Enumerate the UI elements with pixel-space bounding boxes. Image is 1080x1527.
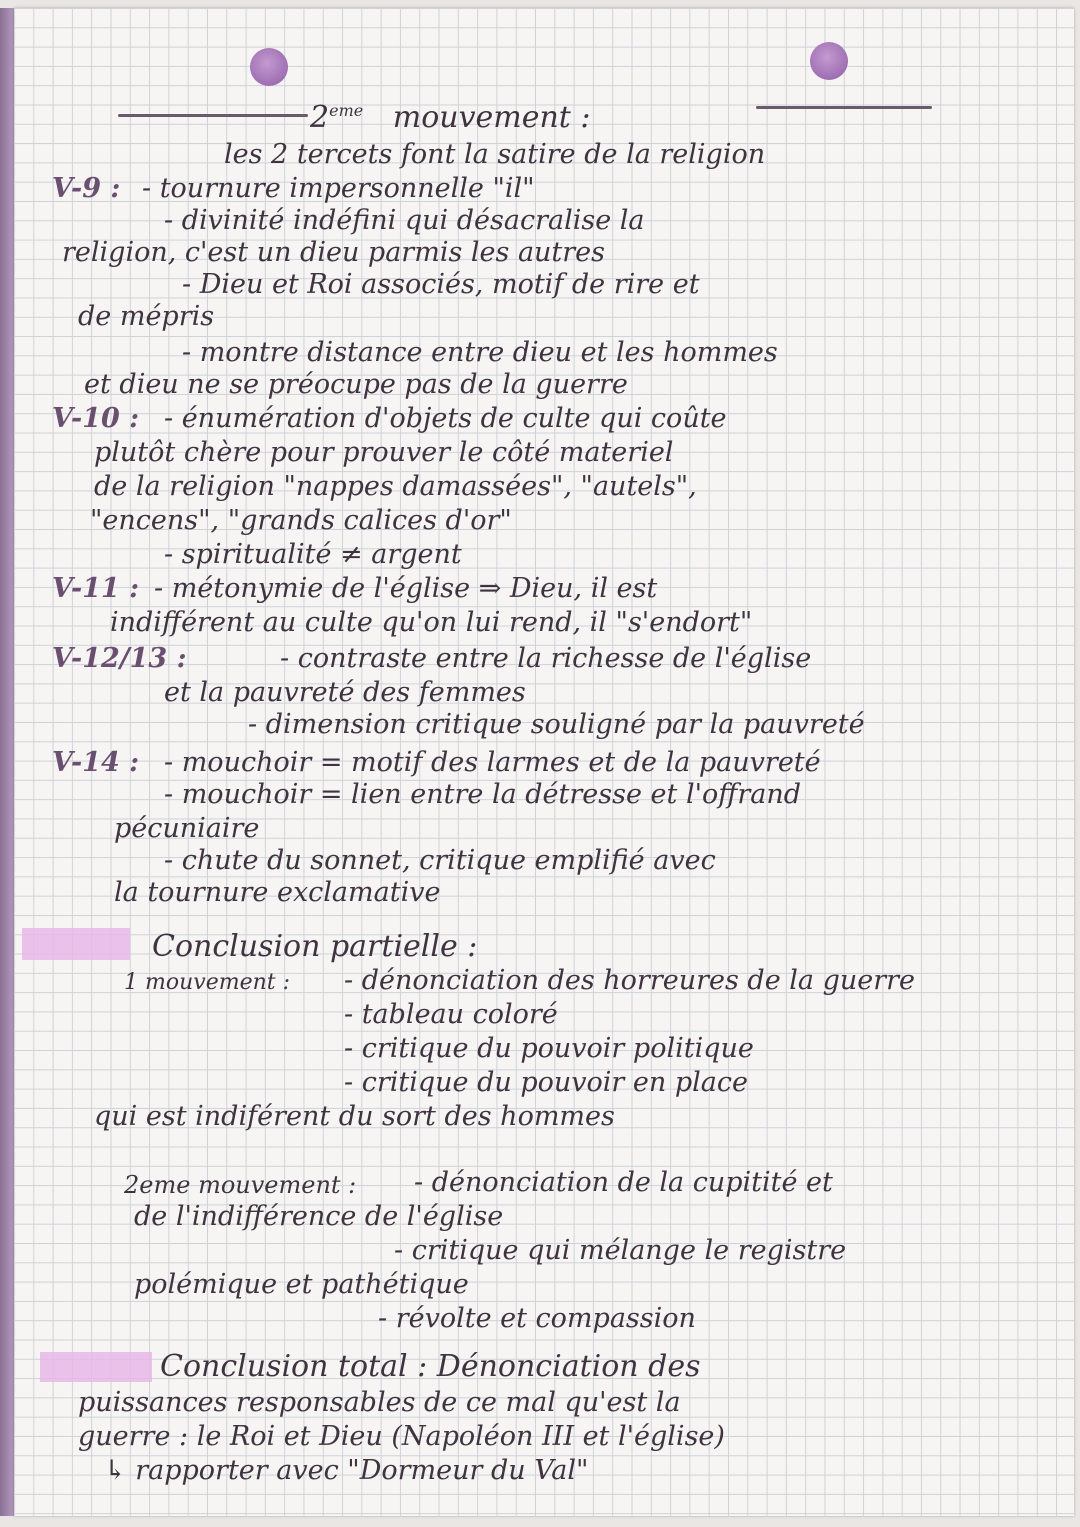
v14-point-2: - mouchoir = lien entre la détresse et l'offrand bbox=[164, 779, 802, 810]
conclusion-total-heading: Conclusion total : Dénonciation des bbox=[160, 1349, 701, 1384]
verse-14-label: V-14 : bbox=[52, 747, 140, 778]
v9-point-4: - montre distance entre dieu et les hommes bbox=[182, 337, 778, 368]
mouvement-1-label: 1 mouvement : bbox=[124, 970, 291, 995]
notebook-page bbox=[14, 8, 1074, 1516]
section-heading: 2eme mouvement : bbox=[310, 100, 591, 135]
v11-point-1-cont: indifférent au culte qu'on lui rend, il "s'endort" bbox=[110, 607, 753, 638]
verse-12-13-label: V-12/13 : bbox=[52, 643, 187, 674]
verse-10-label: V-10 : bbox=[52, 403, 140, 434]
highlight-conclusion-partielle bbox=[22, 928, 130, 960]
m1-point-3: - critique du pouvoir politique bbox=[344, 1033, 754, 1064]
m2-point-2-cont: polémique et pathétique bbox=[134, 1269, 469, 1300]
conclusion-total-line-3: guerre : le Roi et Dieu (Napoléon III et l'église) bbox=[78, 1421, 725, 1452]
v14-point-3-cont: la tournure exclamative bbox=[114, 877, 441, 908]
intro-line: les 2 tercets font la satire de la religion bbox=[224, 139, 766, 170]
m1-point-4: - critique du pouvoir en place bbox=[344, 1067, 748, 1098]
m2-point-1-cont: de l'indifférence de l'église bbox=[134, 1201, 504, 1232]
v9-point-1: - tournure impersonnelle "il" bbox=[142, 173, 535, 204]
verse-11-label: V-11 : bbox=[52, 573, 140, 604]
v10-point-1-cont-c: "encens", "grands calices d'or" bbox=[90, 505, 512, 536]
m1-point-2: - tableau coloré bbox=[344, 999, 558, 1030]
v12-point-1: - contraste entre la richesse de l'église bbox=[280, 643, 812, 674]
conclusion-partielle-heading: Conclusion partielle : bbox=[152, 929, 478, 964]
binder-edge bbox=[0, 8, 14, 1516]
v11-point-1: - métonymie de l'église ⇒ Dieu, il est bbox=[154, 573, 658, 604]
v10-point-1: - énumération d'objets de culte qui coûte bbox=[164, 403, 727, 434]
mouvement-2-label: 2eme mouvement : bbox=[124, 1171, 357, 1199]
v9-point-3-cont: de mépris bbox=[78, 301, 215, 332]
v9-point-4-cont: et dieu ne se préocupe pas de la guerre bbox=[84, 369, 628, 400]
v9-point-3: - Dieu et Roi associés, motif de rire et bbox=[182, 269, 700, 300]
v9-point-2: - divinité indéfini qui désacralise la bbox=[164, 205, 645, 236]
v14-point-1: - mouchoir = motif des larmes et de la pauvreté bbox=[164, 747, 821, 778]
v10-point-1-cont-b: de la religion "nappes damassées", "autels", bbox=[94, 471, 697, 502]
m1-point-4-cont: qui est indiférent du sort des hommes bbox=[94, 1101, 615, 1132]
v10-point-1-cont-a: plutôt chère pour prouver le côté materiel bbox=[94, 437, 674, 468]
v9-point-2-cont: religion, c'est un dieu parmis les autres bbox=[62, 237, 606, 268]
highlight-conclusion-total bbox=[40, 1352, 152, 1382]
punch-hole-right bbox=[810, 42, 848, 80]
heading-rule-right bbox=[756, 106, 932, 109]
m1-point-1: - dénonciation des horreures de la guerre bbox=[344, 965, 916, 996]
v12-point-2: - dimension critique souligné par la pauvreté bbox=[248, 709, 865, 740]
v12-point-1-cont: et la pauvreté des femmes bbox=[164, 677, 526, 708]
heading-rule-left bbox=[118, 114, 308, 117]
v10-point-2: - spiritualité ≠ argent bbox=[164, 539, 462, 570]
v14-point-3: - chute du sonnet, critique emplifié avec bbox=[164, 845, 716, 876]
m2-point-1: - dénonciation de la cupitité et bbox=[414, 1167, 833, 1198]
m2-point-2: - critique qui mélange le registre bbox=[394, 1235, 847, 1266]
conclusion-total-line-4: ↳ rapporter avec "Dormeur du Val" bbox=[104, 1455, 589, 1486]
punch-hole-left bbox=[250, 48, 288, 86]
verse-9-label: V-9 : bbox=[52, 173, 121, 204]
conclusion-total-line-2: puissances responsables de ce mal qu'est la bbox=[78, 1387, 681, 1418]
v14-point-2-cont: pécuniaire bbox=[114, 813, 260, 844]
m2-point-3: - révolte et compassion bbox=[378, 1303, 696, 1334]
